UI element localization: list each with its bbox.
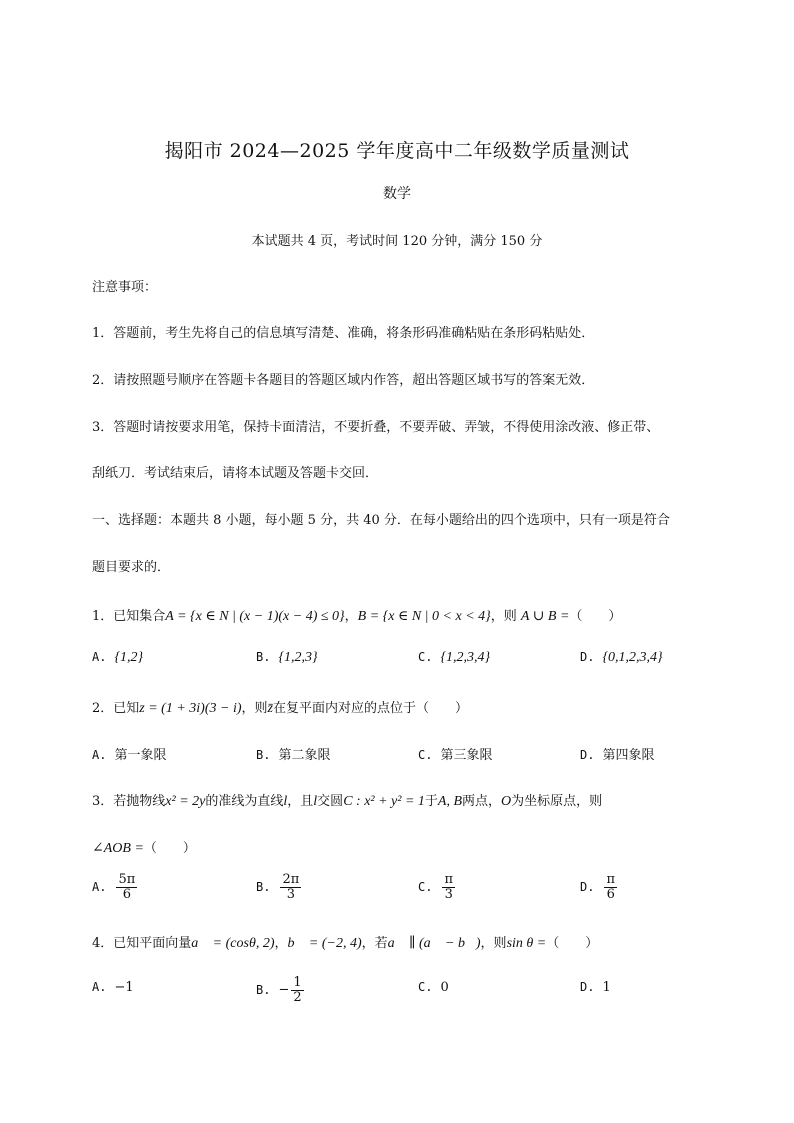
q3-angle: ∠AOB =: [92, 841, 144, 856]
q2-expr: z = (1 + 3i)(3 − i): [139, 701, 242, 716]
subject-label: 数学: [383, 186, 411, 202]
q2-option-d: D. 第四象限: [580, 748, 655, 763]
q4-option-a: A. −1: [92, 980, 134, 995]
q2-option-b: B. 第二象限: [256, 748, 331, 763]
q2-option-c: C. 第三象限: [418, 748, 493, 763]
q3-origin: O: [501, 794, 512, 809]
q3-option-a: A. $\frac{5\pi}{6}$: [92, 872, 136, 902]
q1-set-a: A = {x ∈ N | (x − 1)(x − 4) ≤ 0}: [165, 609, 345, 624]
q1-set-b: B = {x ∈ N | 0 < x < 4}: [357, 609, 491, 624]
q4-parallel: a⃗ ∥ (a⃗ − b⃗): [387, 936, 481, 951]
section-1-heading-cont: 题目要求的．: [92, 560, 171, 575]
q2-text: 2．已知: [92, 701, 140, 716]
q1-option-b: B. {1,2,3}: [256, 650, 318, 665]
q1-option-c: C. {1,2,3,4}: [418, 650, 491, 665]
q2-then: ，则: [241, 701, 268, 716]
q4-sin: sin θ =: [506, 936, 547, 951]
q3-option-c: C. $\frac{\pi}{3}$: [418, 872, 453, 902]
notice-item-2: 2．请按照题号顺序在答题卡各题目的答题区域内作答，超出答题区域书写的答案无效．: [92, 373, 595, 388]
question-3-stem-cont: ∠AOB =（ ）: [92, 841, 196, 856]
q1-then: ，则: [490, 609, 521, 624]
question-1-stem: [92, 605, 621, 625]
q1-option-a: A. {1,2}: [92, 650, 144, 665]
q4-vector-b: b⃗ = (−2, 4): [287, 936, 362, 951]
q3-line-l2: l: [313, 794, 318, 809]
section-1-heading: 一、选择题：本题共 8 小题，每小题 5 分，共 40 分．在每小题给出的四个选项中，只有一项是符合: [92, 513, 670, 528]
q1-blank: （ ）: [569, 609, 622, 624]
q4-option-d: D. 1: [580, 980, 611, 995]
q1-union: A ∪ B =: [520, 609, 570, 624]
notice-item-3-cont: 刮纸刀．考试结束后，请将本试题及答题卡交回．: [92, 466, 379, 481]
question-3-stem: 3．若抛物线x² = 2y的准线为直线l，且l交圆C : x² + y² = 1于A, B两点，O为坐标原点，则: [92, 794, 603, 809]
q3-option-d: D. $\frac{\pi}{6}$: [580, 872, 615, 902]
q3-circle: C : x² + y² = 1: [343, 794, 425, 809]
q2-option-a: A. 第一象限: [92, 748, 167, 763]
question-4-stem: 4．已知平面向量a⃗ = (cosθ, 2)，b⃗ = (−2, 4)，若a⃗ ∥ (a⃗ − b⃗)，则sin θ =（ ）: [92, 936, 599, 951]
q3-line-l: l: [283, 794, 288, 809]
q3-option-b: B. $\frac{2\pi}{3}$: [256, 872, 300, 902]
q1-text: 1．已知集合: [92, 609, 166, 624]
q1-option-d: D. {0,1,2,3,4}: [580, 650, 663, 665]
notice-item-3: 3．答题时请按要求用笔，保持卡面清洁，不要折叠，不要弄破、弄皱，不得使用涂改液、修正带、: [92, 420, 660, 435]
q2-ask: 在复平面内对应的点位于（ ）: [272, 701, 468, 716]
page-title: 揭阳市 2024—2025 学年度高中二年级数学质量测试: [164, 140, 630, 162]
exam-info: 本试题共 4 页，考试时间 120 分钟，满分 150 分: [251, 234, 543, 249]
q3-points: A, B: [437, 794, 463, 809]
notice-heading: 注意事项：: [92, 280, 158, 295]
q4-option-b: B. − $\frac{1}{2}$: [256, 975, 302, 1005]
q3-parabola: x² = 2y: [165, 794, 206, 809]
q2-conj: z̄: [267, 701, 273, 716]
q4-option-c: C. 0: [418, 980, 449, 995]
notice-item-1: 1．答题前，考生先将自己的信息填写清楚、准确，将条形码准确粘贴在条形码粘贴处．: [92, 326, 595, 341]
q4-vector-a: a⃗ = (cosθ, 2): [191, 936, 275, 951]
question-2-stem: [92, 697, 468, 717]
q1-comma: ，: [344, 609, 358, 624]
